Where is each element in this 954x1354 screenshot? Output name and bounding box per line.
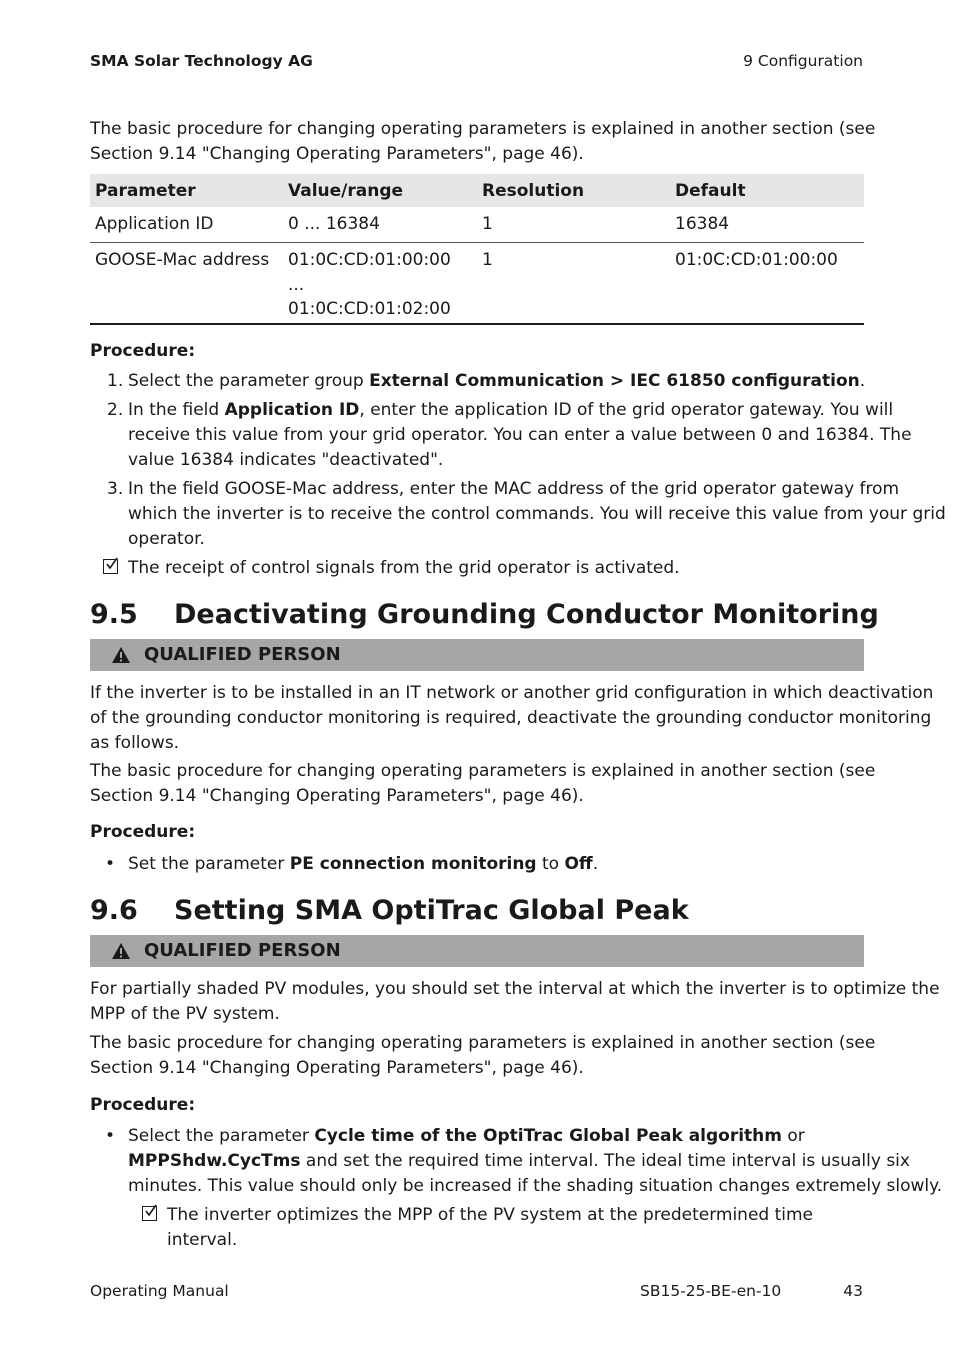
- footer-manual: Operating Manual: [90, 1282, 229, 1300]
- table-cell: GOOSE-Mac address: [90, 243, 283, 325]
- table-header: Resolution: [477, 174, 670, 207]
- section-heading: 9.5 Deactivating Grounding Conductor Monitoring: [90, 599, 879, 630]
- warning-icon: [111, 646, 131, 669]
- intro-paragraph: The basic procedure for changing operating parameters is explained in another section (see Section 9.14 "Changing Operating Parameters", page 46).: [90, 119, 876, 164]
- table-header-row: [90, 174, 864, 207]
- table-row: [90, 207, 864, 243]
- procedure-label: Procedure:: [90, 1095, 196, 1115]
- result-text: The receipt of control signals from the grid operator is activated.: [128, 558, 680, 578]
- list-item: 2. In the field Application ID, enter the application ID of the grid operator gateway. You will receive this value from your grid operator. You can enter a value between 0 and 16384. The value 16384 indicates "deactivated".: [107, 400, 912, 470]
- table-cell: 1: [477, 243, 670, 325]
- list-item: 3. In the field GOOSE-Mac address, enter the MAC address of the grid operator gateway from which the inverter is to receive the control commands. You will receive this value from your grid operator.: [107, 479, 946, 549]
- qualified-person-banner: QUALIFIED PERSON: [90, 935, 864, 967]
- footer-page-number: 43: [843, 1282, 863, 1300]
- checkbox-checked-icon: [103, 559, 118, 574]
- list-item: • Select the parameter Cycle time of the OptiTrac Global Peak algorithm or MPPShdw.CycTms and set the required time interval. The ideal time interval is usually six minutes. This value should only be increased if the shading situation changes extremely slowly.: [105, 1126, 943, 1196]
- table-cell: 0 ... 16384: [283, 207, 477, 243]
- table-header: Value/range: [283, 174, 477, 207]
- table-cell: 01:0C:CD:01:00:00 ... 01:0C:CD:01:02:00: [283, 243, 477, 325]
- checkbox-checked-icon: [142, 1206, 157, 1221]
- table-header: Parameter: [90, 174, 283, 207]
- table-cell: 01:0C:CD:01:00:00: [670, 243, 864, 325]
- paragraph: If the inverter is to be installed in an IT network or another grid configuration in which deactivation of the grounding conductor monitoring is required, deactivate the grounding conductor monitoring as follows.: [90, 683, 934, 753]
- procedure-label: Procedure:: [90, 822, 196, 842]
- table-row: [90, 243, 864, 325]
- list-item: • Set the parameter PE connection monitoring to Off.: [105, 854, 599, 874]
- table-cell: 1: [477, 207, 670, 243]
- section-heading: 9.6 Setting SMA OptiTrac Global Peak: [90, 895, 689, 926]
- paragraph: The basic procedure for changing operating parameters is explained in another section (see Section 9.14 "Changing Operating Parameters", page 46).: [90, 1033, 876, 1078]
- procedure-steps: [90, 369, 946, 552]
- paragraph: The basic procedure for changing operating parameters is explained in another section (see Section 9.14 "Changing Operating Parameters", page 46).: [90, 761, 876, 806]
- warning-icon: [111, 942, 131, 965]
- parameter-table: [90, 174, 864, 325]
- result-text: The inverter optimizes the MPP of the PV system at the predetermined time interval.: [167, 1205, 814, 1250]
- footer-doc-code: SB15-25-BE-en-10: [640, 1282, 782, 1300]
- list-item: 1. Select the parameter group External Communication > IEC 61850 configuration.: [107, 371, 866, 391]
- table-cell: Application ID: [90, 207, 283, 243]
- table-header: Default: [670, 174, 864, 207]
- header-chapter: 9 Configuration: [743, 52, 863, 70]
- table-cell: 16384: [670, 207, 864, 243]
- header-company: SMA Solar Technology AG: [90, 52, 313, 70]
- qualified-person-banner: QUALIFIED PERSON: [90, 639, 864, 671]
- paragraph: For partially shaded PV modules, you should set the interval at which the inverter is to optimize the MPP of the PV system.: [90, 979, 940, 1024]
- procedure-label: Procedure:: [90, 341, 196, 361]
